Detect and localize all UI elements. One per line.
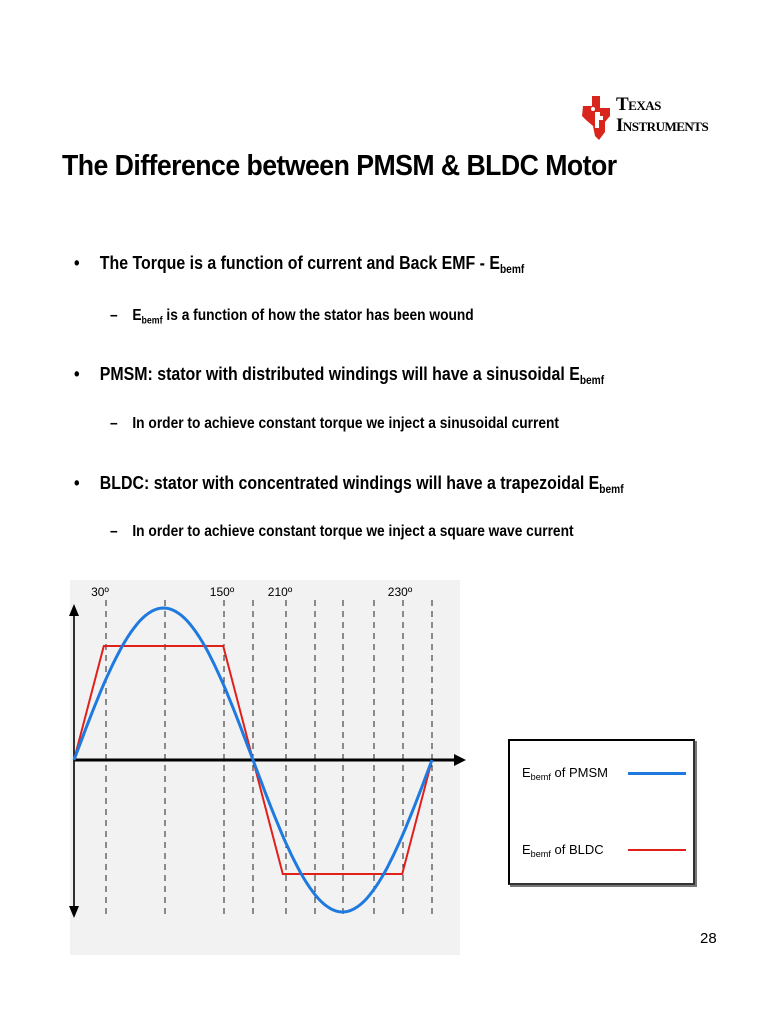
angle-label: 230º bbox=[387, 585, 413, 599]
logo-line2: Instruments bbox=[616, 115, 709, 136]
legend-prefix: E bbox=[522, 842, 531, 857]
legend-subscript: bemf bbox=[530, 772, 551, 783]
bullet-marker: • bbox=[74, 252, 80, 273]
bullet-subscript: bemf bbox=[499, 262, 525, 277]
legend-swatch-pmsm bbox=[628, 772, 686, 775]
sub-bullet-text: In order to achieve constant torque we inject a square wave current bbox=[132, 523, 574, 540]
legend-swatch-bldc bbox=[628, 849, 686, 851]
bullet-subscript: bemf bbox=[599, 482, 624, 497]
bullet-text: BLDC: stator with concentrated windings will have a trapezoidal E bbox=[99, 472, 600, 493]
bullet-text: The Torque is a function of current and Back EMF - E bbox=[99, 252, 500, 273]
legend-label: of BLDC bbox=[550, 842, 604, 857]
sub-bullet-text: E bbox=[132, 307, 142, 324]
sub-bullet-text-after: is a function of how the stator has been wound bbox=[162, 307, 474, 324]
page-number: 28 bbox=[700, 930, 717, 947]
bullet-marker: • bbox=[74, 363, 80, 384]
sub-bullet-marker: – bbox=[110, 523, 118, 540]
angle-label: 210º bbox=[267, 585, 293, 599]
legend-label: of PMSM bbox=[550, 765, 608, 780]
logo-line1: Texas bbox=[616, 94, 661, 115]
sub-bullet-subscript: bemf bbox=[141, 315, 163, 327]
legend-item-pmsm bbox=[522, 765, 608, 783]
sub-bullet-marker: – bbox=[110, 415, 118, 432]
legend-prefix: E bbox=[522, 765, 531, 780]
slide-title: The Difference between PMSM & BLDC Motor bbox=[62, 150, 617, 182]
chart-legend bbox=[508, 739, 695, 885]
legend-subscript: bemf bbox=[530, 849, 551, 860]
angle-label: 150º bbox=[209, 585, 235, 599]
bullet-marker: • bbox=[74, 472, 80, 493]
legend-item-bldc bbox=[522, 842, 604, 860]
bullet-subscript: bemf bbox=[579, 373, 605, 388]
angle-label: 30º bbox=[91, 585, 109, 599]
sub-bullet-marker: – bbox=[110, 307, 118, 324]
sub-bullet-text: In order to achieve constant torque we inject a sinusoidal current bbox=[132, 415, 560, 432]
bullet-text: PMSM: stator with distributed windings will have a sinusoidal E bbox=[99, 363, 580, 384]
